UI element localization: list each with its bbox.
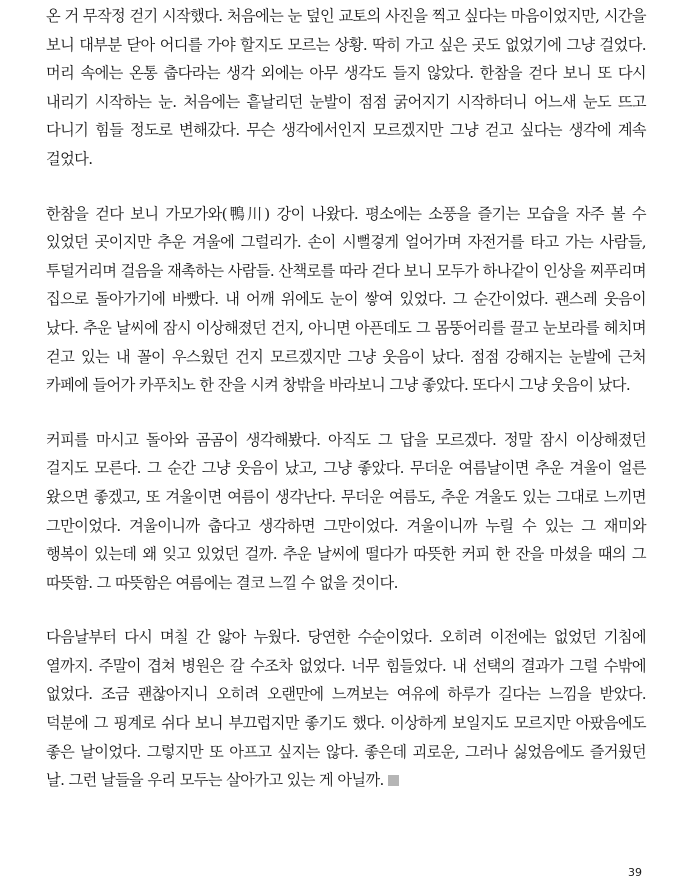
paragraph-4 [46, 623, 646, 795]
paragraph-4-text: 다음날부터 다시 며칠 간 앓아 누웠다. 당연한 수순이었다. 오히려 이전에는 없었던 기침에 열까지. 주말이 겹쳐 병원은 갈 수조차 없었다. 너무 힘들었다. 내 선택의 결과가 그럴 수밖에 없었다. 조금 괜찮아지니 오히려 오랜만에 느껴보는 여유에 하루가 길다는 느낌을 받았다. 덕분에 그 핑계로 쉬다 보니 부끄럽지만 좋기도 했다. 이상하게 보일지도 모르지만 아팠음에도 좋은 날이었다. 그렇지만 또 아프고 싶지는 않다. 좋은데 괴로운, 그러나 싫었음에도 즐거웠던 날. 그런 날들을 우리 모두는 살아가고 있는 게 아닐까. [46, 628, 646, 790]
end-of-article-mark [388, 775, 399, 786]
article-body [46, 2, 646, 795]
paragraph-3: 커피를 마시고 돌아와 곰곰이 생각해봤다. 아직도 그 답을 모르겠다. 정말 잠시 이상해졌던 걸지도 모른다. 그 순간 그냥 웃음이 났고, 그냥 좋았다. 무더운 여름날이면 추운 겨울이 얼른 왔으면 좋겠고, 또 겨울이면 여름이 생각난다. 무더운 여름도, 추운 겨울도 있는 그대로 느끼면 그만이었다. 겨울이니까 춥다고 생각하면 그만이었다. 겨울이니까 누릴 수 있는 그 재미와 행복이 있는데 왜 잊고 있었던 걸까. 추운 날씨에 떨다가 따뜻한 커피 한 잔을 마셨을 때의 그 따뜻함. 그 따뜻함은 여름에는 결코 느낄 수 없을 것이다. [46, 430, 646, 592]
page-number: 39 [628, 866, 642, 879]
paragraph-2: 한참을 걷다 보니 가모가와(鴨川) 강이 나왔다. 평소에는 소풍을 즐기는 모습을 자주 볼 수 있었던 곳이지만 추운 겨울에 그럴리가. 손이 시뻘겋게 얼어가며 자전거를 타고 가는 사람들, 투덜거리며 걸음을 재촉하는 사람들. 산책로를 따라 걷다 보니 모두가 하나같이 인상을 찌푸리며 집으로 돌아가기에 바빴다. 내 어깨 위에도 눈이 쌓여 있었다. 그 순간이었다. 괜스레 웃음이 났다. 추운 날씨에 잠시 이상해졌던 건지, 아니면 아픈데도 그 몸뚱어리를 끌고 눈보라를 헤치며 걷고 있는 내 꼴이 우스웠던 건지 모르겠지만 그냥 웃음이 났다. 점점 강해지는 눈발에 근처 카페에 들어가 카푸치노 한 잔을 시켜 창밖을 바라보니 그냥 좋았다. 또다시 그냥 웃음이 났다. [46, 204, 646, 395]
paragraph-1: 온 거 무작정 걷기 시작했다. 처음에는 눈 덮인 교토의 사진을 찍고 싶다는 마음이었지만, 시간을 보니 대부분 닫아 어디를 가야 할지도 모르는 상황. 딱히 가고 싶은 곳도 없었기에 그냥 걸었다. 머리 속에는 온통 춥다라는 생각 외에는 아무 생각도 들지 않았다. 한참을 걷다 보니 또 다시 내리기 시작하는 눈. 처음에는 흩날리던 눈발이 점점 굵어지기 시작하더니 어느새 눈도 뜨고 다니기 힘들 정도로 변해갔다. 무슨 생각에서인지 모르겠지만 그냥 걷고 싶다는 생각에 계속 걸었다. [46, 7, 646, 168]
